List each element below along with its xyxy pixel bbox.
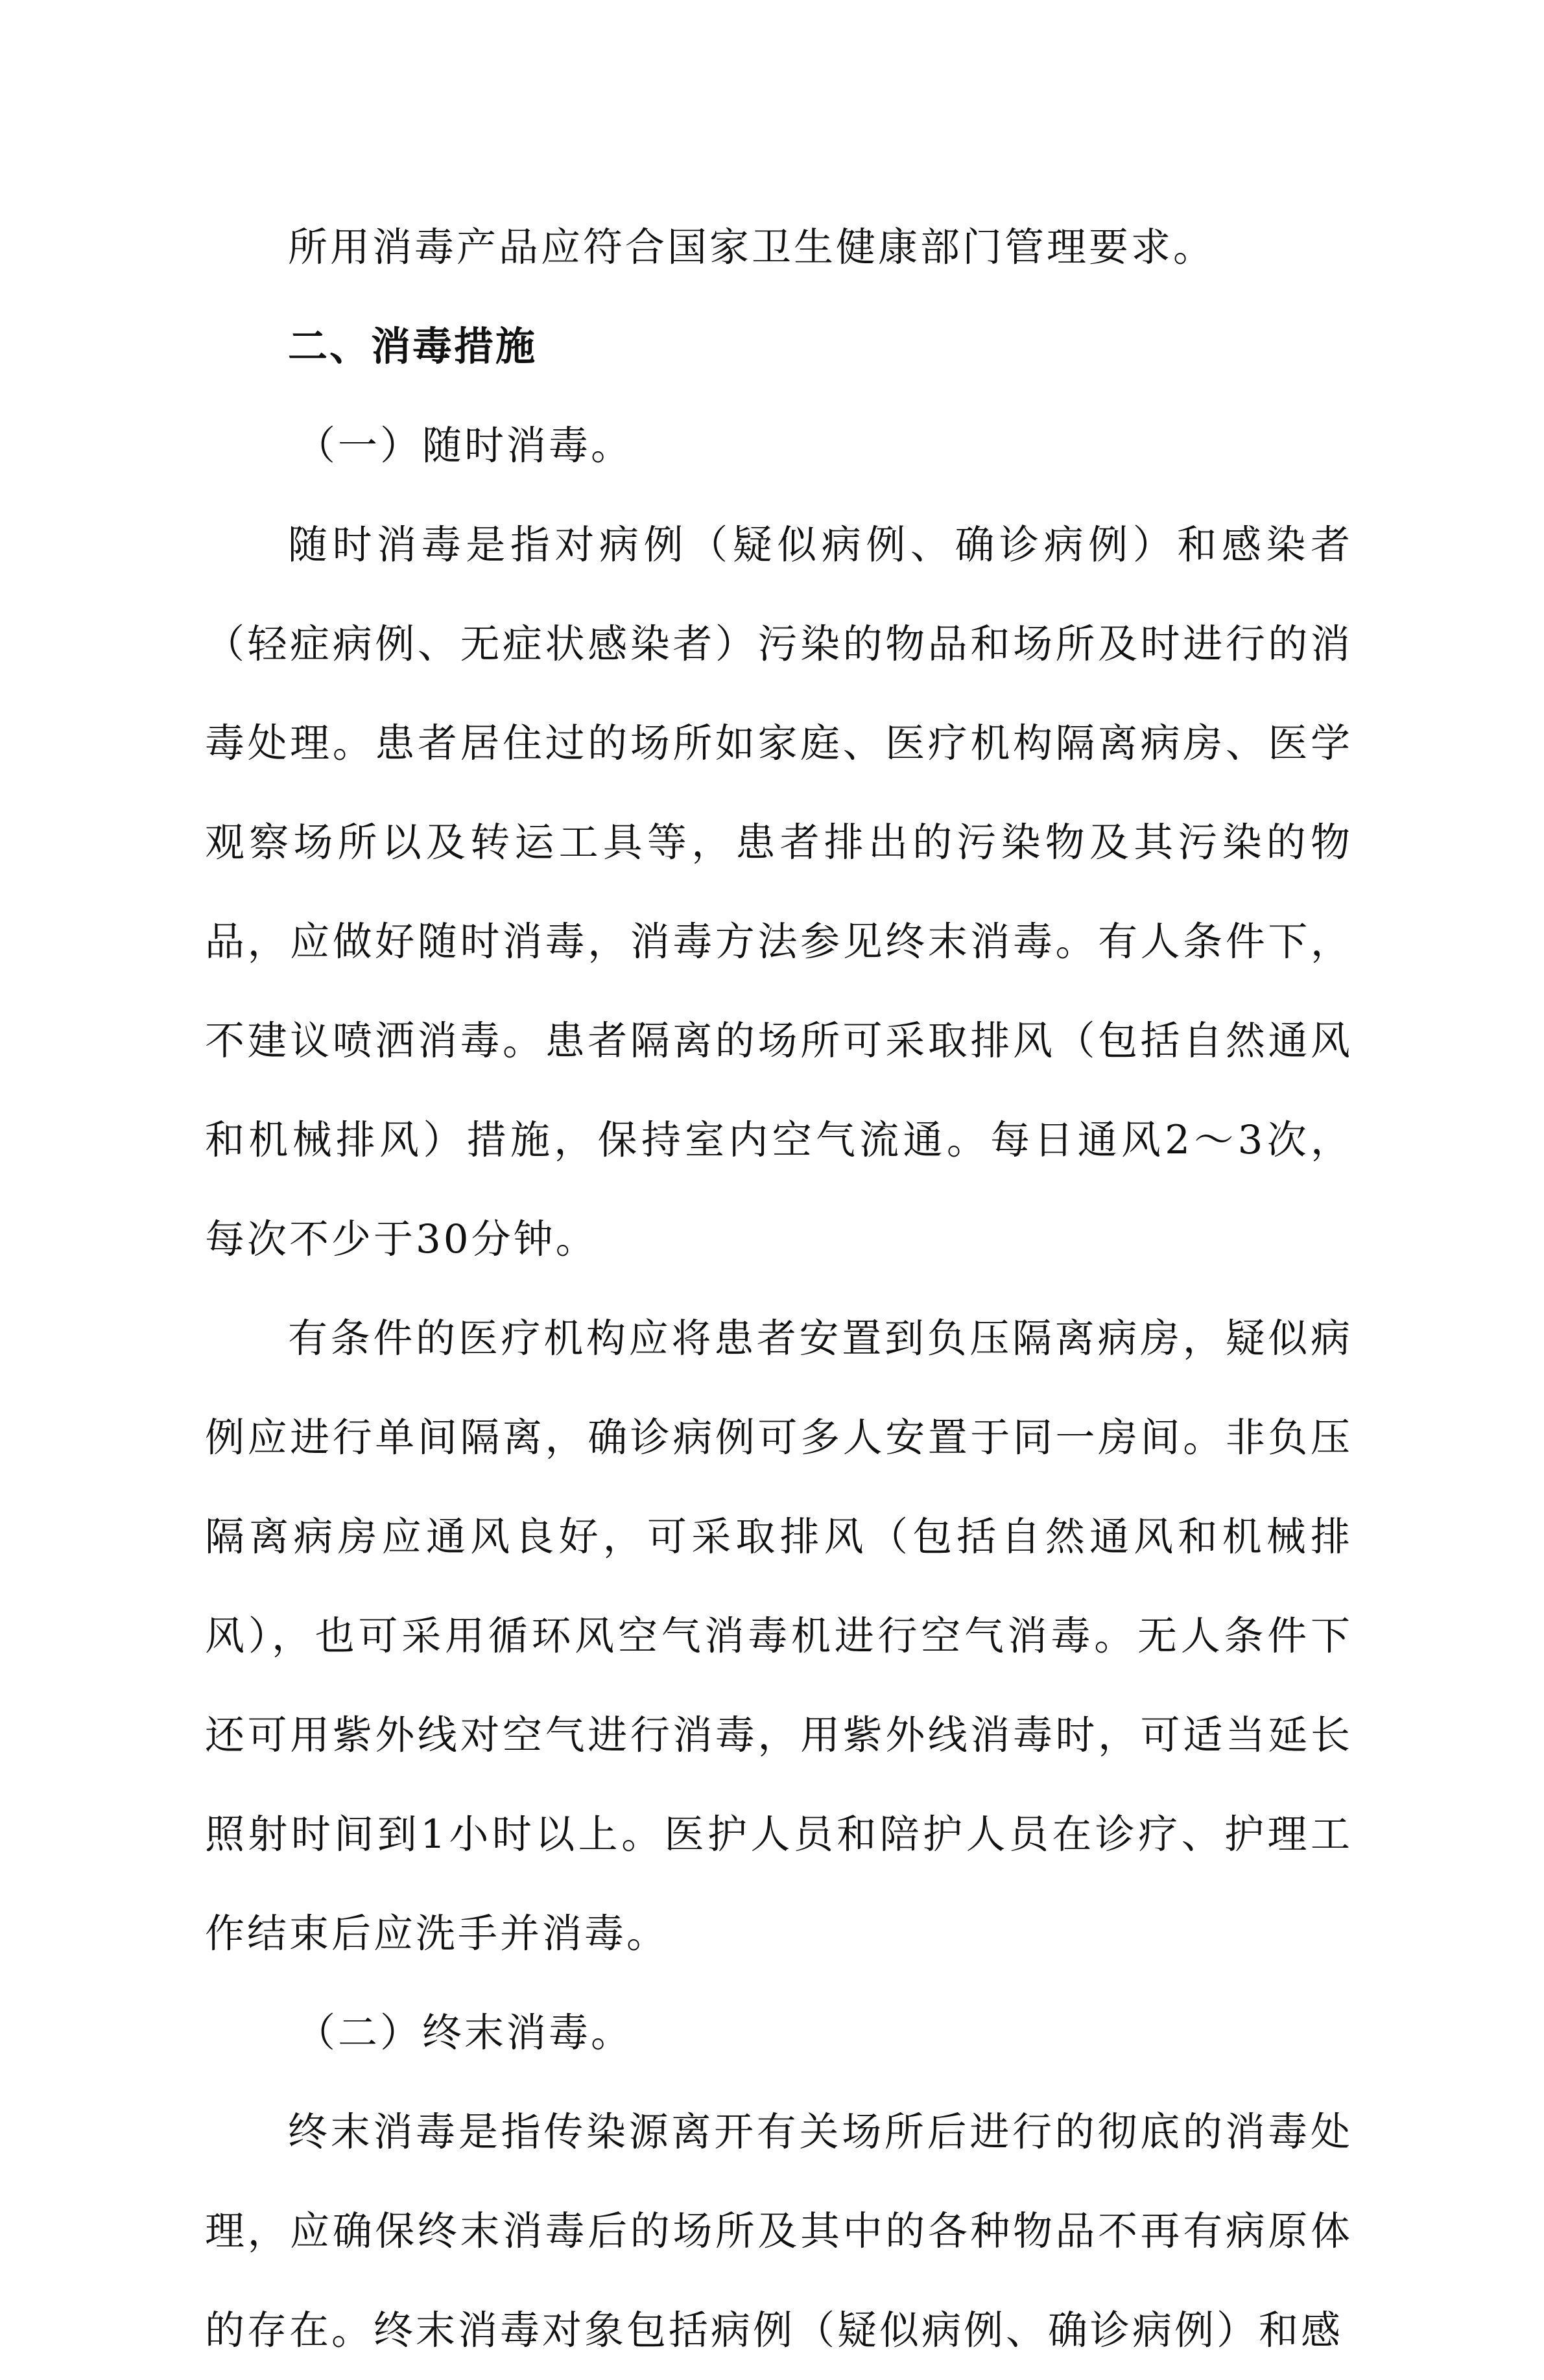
paragraph-2: 有条件的医疗机构应将患者安置到负压隔离病房，疑似病例应进行单间隔离，确诊病例可多人安置于同一房间。非负压隔离病房应通风良好，可采取排风（包括自然通风和机械排风），也可采用循环风空气消毒机进行空气消毒。无人条件下还可用紫外线对空气进行消毒，用紫外线消毒时，可适当延长照射时间到1小时以上。医护人员和陪护人员在诊疗、护理工作结束后应洗手并消毒。 — [205, 1315, 1353, 1957]
lead-paragraph: 所用消毒产品应符合国家卫生健康部门管理要求。 — [288, 224, 1216, 270]
document-body — [205, 198, 1353, 2380]
subsection-heading-2: （二）终末消毒。 — [296, 2010, 634, 2056]
section-heading: 二、消毒措施 — [288, 324, 538, 370]
subsection-heading-1: （一）随时消毒。 — [296, 423, 634, 469]
paragraph-3: 终末消毒是指传染源离开有关场所后进行的彻底的消毒处理，应确保终末消毒后的场所及其中的各种物品不再有病原体的存在。终末消毒对象包括病例（疑似病例、确诊病例）和感 — [205, 2109, 1353, 2353]
paragraph-1: 随时消毒是指对病例（疑似病例、确诊病例）和感染者（轻症病例、无症状感染者）污染的物品和场所及时进行的消毒处理。患者居住过的场所如家庭、医疗机构隔离病房、医学观察场所以及转运工具等，患者排出的污染物及其污染的物品，应做好随时消毒，消毒方法参见终末消毒。有人条件下，不建议喷洒消毒。患者隔离的场所可采取排风（包括自然通风和机械排风）措施，保持室内空气流通。每日通风2～3次，每次不少于30分钟。 — [205, 522, 1353, 1262]
